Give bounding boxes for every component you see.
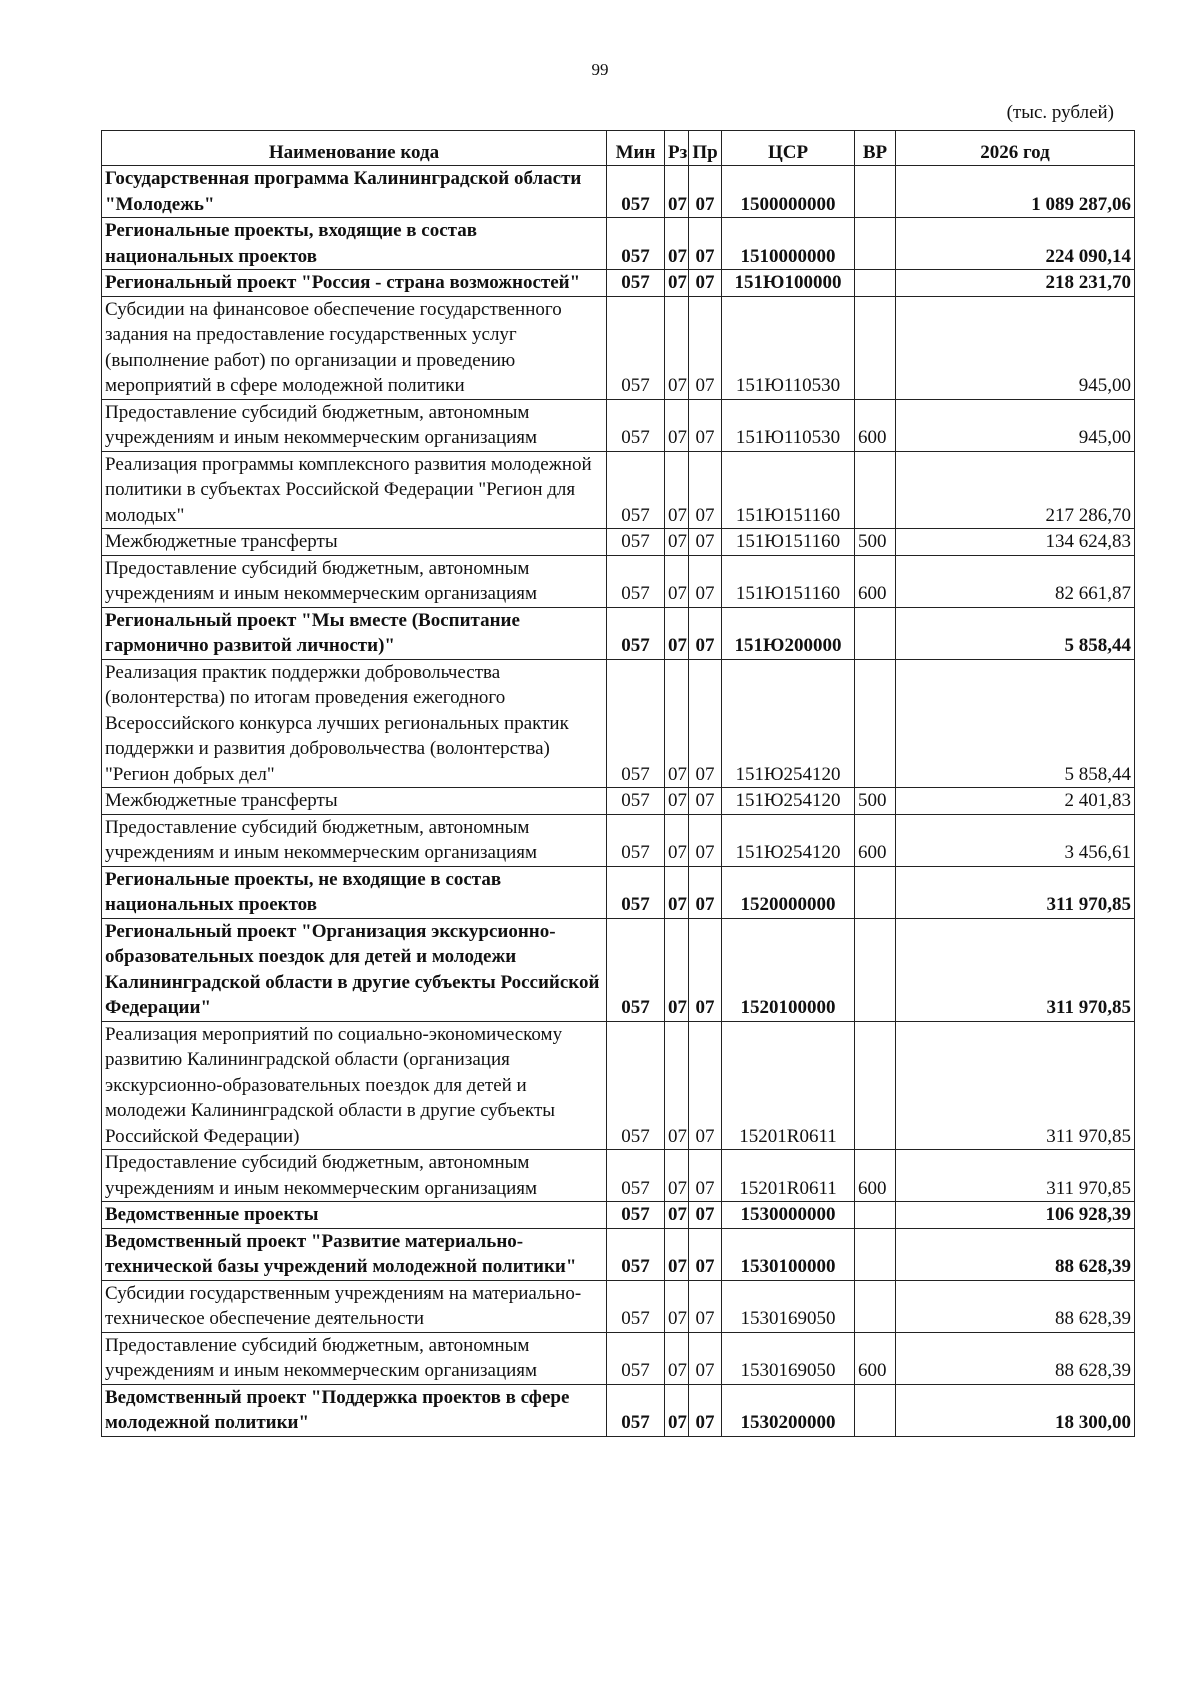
cell-pr: 07 xyxy=(689,814,722,866)
cell-csr: 15201R0611 xyxy=(722,1021,855,1150)
cell-pr: 07 xyxy=(689,1280,722,1332)
table-row xyxy=(102,1332,1135,1384)
cell-min: 057 xyxy=(607,270,665,297)
cell-vr xyxy=(855,218,896,270)
header-vr: ВР xyxy=(855,131,896,166)
table-row xyxy=(102,218,1135,270)
cell-min: 057 xyxy=(607,1150,665,1202)
header-min: Мин xyxy=(607,131,665,166)
cell-vr xyxy=(855,1202,896,1229)
cell-vr: 500 xyxy=(855,788,896,815)
cell-pr: 07 xyxy=(689,607,722,659)
cell-csr: 1530169050 xyxy=(722,1280,855,1332)
cell-amount: 224 090,14 xyxy=(896,218,1135,270)
cell-csr: 151Ю254120 xyxy=(722,814,855,866)
cell-rz: 07 xyxy=(665,166,689,218)
cell-min: 057 xyxy=(607,451,665,529)
cell-rz: 07 xyxy=(665,788,689,815)
header-csr: ЦСР xyxy=(722,131,855,166)
cell-name: Государственная программа Калининградской области "Молодежь" xyxy=(102,166,607,218)
cell-min: 057 xyxy=(607,866,665,918)
cell-csr: 151Ю110530 xyxy=(722,296,855,399)
cell-pr: 07 xyxy=(689,399,722,451)
cell-rz: 07 xyxy=(665,296,689,399)
table-row xyxy=(102,296,1135,399)
cell-rz: 07 xyxy=(665,659,689,788)
cell-vr: 600 xyxy=(855,814,896,866)
cell-amount: 5 858,44 xyxy=(896,607,1135,659)
cell-name: Предоставление субсидий бюджетным, автономным учреждениям и иным некоммерческим организациям xyxy=(102,1150,607,1202)
cell-amount: 1 089 287,06 xyxy=(896,166,1135,218)
cell-rz: 07 xyxy=(665,555,689,607)
cell-csr: 1530200000 xyxy=(722,1384,855,1436)
cell-name: Межбюджетные трансферты xyxy=(102,788,607,815)
cell-csr: 15201R0611 xyxy=(722,1150,855,1202)
cell-pr: 07 xyxy=(689,296,722,399)
cell-amount: 945,00 xyxy=(896,399,1135,451)
cell-rz: 07 xyxy=(665,1202,689,1229)
table-row xyxy=(102,1384,1135,1436)
cell-csr: 1530169050 xyxy=(722,1332,855,1384)
header-name: Наименование кода xyxy=(102,131,607,166)
cell-min: 057 xyxy=(607,166,665,218)
cell-name: Межбюджетные трансферты xyxy=(102,529,607,556)
cell-name: Предоставление субсидий бюджетным, автономным учреждениям и иным некоммерческим организациям xyxy=(102,555,607,607)
cell-csr: 1530000000 xyxy=(722,1202,855,1229)
cell-name: Субсидии государственным учреждениям на материально-техническое обеспечение деятельности xyxy=(102,1280,607,1332)
cell-min: 057 xyxy=(607,1202,665,1229)
cell-rz: 07 xyxy=(665,1384,689,1436)
cell-pr: 07 xyxy=(689,218,722,270)
cell-csr: 151Ю254120 xyxy=(722,659,855,788)
cell-amount: 18 300,00 xyxy=(896,1384,1135,1436)
cell-csr: 1520000000 xyxy=(722,866,855,918)
table-row xyxy=(102,529,1135,556)
table-body xyxy=(102,166,1135,1437)
cell-rz: 07 xyxy=(665,1228,689,1280)
table-row xyxy=(102,1280,1135,1332)
cell-vr: 600 xyxy=(855,1332,896,1384)
cell-rz: 07 xyxy=(665,1332,689,1384)
cell-name: Ведомственные проекты xyxy=(102,1202,607,1229)
cell-name: Региональный проект "Россия - страна возможностей" xyxy=(102,270,607,297)
cell-amount: 5 858,44 xyxy=(896,659,1135,788)
cell-min: 057 xyxy=(607,814,665,866)
cell-name: Реализация программы комплексного развития молодежной политики в субъектах Российской Федерации "Регион для молодых" xyxy=(102,451,607,529)
table-row xyxy=(102,788,1135,815)
cell-amount: 217 286,70 xyxy=(896,451,1135,529)
cell-vr xyxy=(855,166,896,218)
cell-name: Реализация практик поддержки добровольчества (волонтерства) по итогам проведения ежегодного Всероссийского конкурса лучших региональных практик поддержки и развития добровольчества (волонтерства) "Регион добрых дел" xyxy=(102,659,607,788)
cell-rz: 07 xyxy=(665,918,689,1021)
cell-pr: 07 xyxy=(689,1228,722,1280)
cell-min: 057 xyxy=(607,607,665,659)
cell-rz: 07 xyxy=(665,399,689,451)
header-amount: 2026 год xyxy=(896,131,1135,166)
cell-amount: 311 970,85 xyxy=(896,1150,1135,1202)
cell-rz: 07 xyxy=(665,1280,689,1332)
cell-amount: 82 661,87 xyxy=(896,555,1135,607)
cell-vr: 600 xyxy=(855,1150,896,1202)
cell-csr: 1530100000 xyxy=(722,1228,855,1280)
table-row xyxy=(102,866,1135,918)
cell-csr: 1510000000 xyxy=(722,218,855,270)
cell-name: Ведомственный проект "Развитие материально-технической базы учреждений молодежной политики" xyxy=(102,1228,607,1280)
cell-amount: 106 928,39 xyxy=(896,1202,1135,1229)
cell-csr: 1500000000 xyxy=(722,166,855,218)
cell-pr: 07 xyxy=(689,270,722,297)
cell-rz: 07 xyxy=(665,607,689,659)
cell-name: Ведомственный проект "Поддержка проектов в сфере молодежной политики" xyxy=(102,1384,607,1436)
cell-min: 057 xyxy=(607,1228,665,1280)
header-pr: Пр xyxy=(689,131,722,166)
cell-pr: 07 xyxy=(689,1150,722,1202)
cell-name: Предоставление субсидий бюджетным, автономным учреждениям и иным некоммерческим организациям xyxy=(102,814,607,866)
cell-min: 057 xyxy=(607,296,665,399)
units-label: (тыс. рублей) xyxy=(1006,102,1114,123)
cell-pr: 07 xyxy=(689,1332,722,1384)
cell-pr: 07 xyxy=(689,1384,722,1436)
table-row xyxy=(102,270,1135,297)
cell-csr: 151Ю110530 xyxy=(722,399,855,451)
table-row xyxy=(102,814,1135,866)
cell-vr xyxy=(855,1384,896,1436)
cell-rz: 07 xyxy=(665,451,689,529)
cell-csr: 151Ю200000 xyxy=(722,607,855,659)
cell-min: 057 xyxy=(607,918,665,1021)
cell-rz: 07 xyxy=(665,529,689,556)
table-header-row xyxy=(102,131,1135,166)
page-number: 99 xyxy=(591,60,609,79)
cell-vr: 500 xyxy=(855,529,896,556)
table-row xyxy=(102,166,1135,218)
cell-vr: 600 xyxy=(855,399,896,451)
cell-min: 057 xyxy=(607,555,665,607)
cell-vr xyxy=(855,659,896,788)
cell-pr: 07 xyxy=(689,451,722,529)
cell-amount: 311 970,85 xyxy=(896,866,1135,918)
cell-min: 057 xyxy=(607,399,665,451)
table-row xyxy=(102,555,1135,607)
cell-csr: 151Ю254120 xyxy=(722,788,855,815)
cell-min: 057 xyxy=(607,1280,665,1332)
cell-amount: 88 628,39 xyxy=(896,1280,1135,1332)
cell-vr xyxy=(855,1228,896,1280)
table-row xyxy=(102,399,1135,451)
cell-pr: 07 xyxy=(689,866,722,918)
cell-rz: 07 xyxy=(665,270,689,297)
cell-pr: 07 xyxy=(689,788,722,815)
cell-vr xyxy=(855,451,896,529)
table-row xyxy=(102,451,1135,529)
cell-amount: 88 628,39 xyxy=(896,1332,1135,1384)
cell-vr xyxy=(855,607,896,659)
cell-pr: 07 xyxy=(689,1021,722,1150)
table-row xyxy=(102,1150,1135,1202)
cell-min: 057 xyxy=(607,659,665,788)
cell-vr xyxy=(855,918,896,1021)
cell-rz: 07 xyxy=(665,814,689,866)
cell-vr xyxy=(855,1021,896,1150)
cell-name: Субсидии на финансовое обеспечение государственного задания на предоставление государственных услуг (выполнение работ) по организации и проведению мероприятий в сфере молодежной политики xyxy=(102,296,607,399)
cell-vr: 600 xyxy=(855,555,896,607)
cell-amount: 945,00 xyxy=(896,296,1135,399)
cell-rz: 07 xyxy=(665,218,689,270)
cell-pr: 07 xyxy=(689,1202,722,1229)
cell-min: 057 xyxy=(607,1384,665,1436)
cell-rz: 07 xyxy=(665,866,689,918)
cell-pr: 07 xyxy=(689,659,722,788)
table-row xyxy=(102,1021,1135,1150)
cell-min: 057 xyxy=(607,788,665,815)
cell-amount: 2 401,83 xyxy=(896,788,1135,815)
cell-pr: 07 xyxy=(689,166,722,218)
cell-min: 057 xyxy=(607,529,665,556)
cell-pr: 07 xyxy=(689,555,722,607)
table-row xyxy=(102,607,1135,659)
cell-name: Реализация мероприятий по социально-экономическому развитию Калининградской области (организация экскурсионно-образовательных поездок для детей и молодежи Калининградской области в другие субъекты Российской Федерации) xyxy=(102,1021,607,1150)
cell-name: Региональные проекты, не входящие в состав национальных проектов xyxy=(102,866,607,918)
cell-pr: 07 xyxy=(689,918,722,1021)
cell-vr xyxy=(855,296,896,399)
cell-min: 057 xyxy=(607,1332,665,1384)
cell-vr xyxy=(855,866,896,918)
budget-table xyxy=(101,130,1135,1437)
cell-amount: 3 456,61 xyxy=(896,814,1135,866)
cell-amount: 311 970,85 xyxy=(896,918,1135,1021)
table-row xyxy=(102,659,1135,788)
header-rz: Рз xyxy=(665,131,689,166)
table-row xyxy=(102,918,1135,1021)
cell-pr: 07 xyxy=(689,529,722,556)
cell-amount: 88 628,39 xyxy=(896,1228,1135,1280)
cell-name: Региональные проекты, входящие в состав национальных проектов xyxy=(102,218,607,270)
cell-name: Региональный проект "Организация экскурсионно-образовательных поездок для детей и молодежи Калининградской области в другие субъекты Российской Федерации" xyxy=(102,918,607,1021)
table-row xyxy=(102,1202,1135,1229)
cell-name: Региональный проект "Мы вместе (Воспитание гармонично развитой личности)" xyxy=(102,607,607,659)
cell-rz: 07 xyxy=(665,1150,689,1202)
cell-min: 057 xyxy=(607,218,665,270)
cell-csr: 1520100000 xyxy=(722,918,855,1021)
cell-csr: 151Ю151160 xyxy=(722,555,855,607)
cell-name: Предоставление субсидий бюджетным, автономным учреждениям и иным некоммерческим организациям xyxy=(102,1332,607,1384)
cell-csr: 151Ю151160 xyxy=(722,451,855,529)
cell-amount: 311 970,85 xyxy=(896,1021,1135,1150)
table-row xyxy=(102,1228,1135,1280)
cell-vr xyxy=(855,270,896,297)
cell-amount: 134 624,83 xyxy=(896,529,1135,556)
cell-vr xyxy=(855,1280,896,1332)
cell-min: 057 xyxy=(607,1021,665,1150)
cell-rz: 07 xyxy=(665,1021,689,1150)
cell-name: Предоставление субсидий бюджетным, автономным учреждениям и иным некоммерческим организациям xyxy=(102,399,607,451)
cell-csr: 151Ю151160 xyxy=(722,529,855,556)
cell-csr: 151Ю100000 xyxy=(722,270,855,297)
cell-amount: 218 231,70 xyxy=(896,270,1135,297)
